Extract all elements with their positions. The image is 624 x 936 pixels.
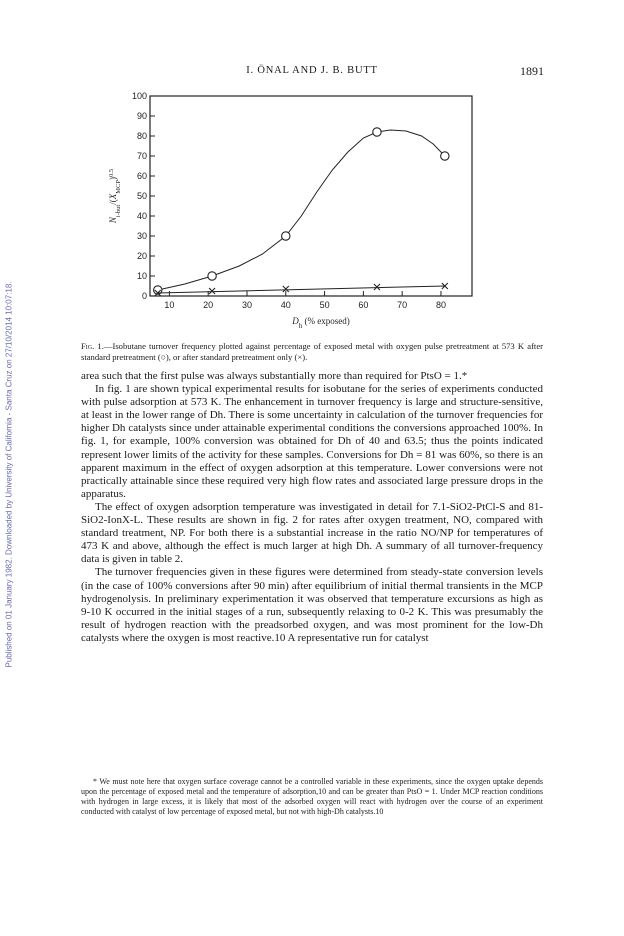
- paragraph-1: area such that the first pulse was always substantially more than required for PtsO = 1.*: [81, 370, 468, 382]
- y-tick-label: 30: [136, 231, 147, 241]
- y-tick-label: 0: [141, 291, 147, 301]
- figure-caption-label: Fig. 1.: [81, 341, 104, 351]
- footnote-text: * We must note here that oxygen surface coverage cannot be a controlled variable in these experiments, since the oxygen uptake depends upon the percentage of exposed metal and the temperature of adsorption,10 and can be greater than PtsO = 1. Under MCP reaction conditions with hydrogen in large excess, it is likely that most of the adsorbed oxygen will react with hydrogen over the course of an experiment conducted with catalyst of low percentage of exposed metal, but not with high-Dh catalysts.10: [81, 777, 543, 816]
- x-axis-title: $D_h$ (% exposed): [292, 316, 350, 330]
- x-tick-label: 80: [435, 300, 446, 310]
- y-tick-label: 90: [136, 111, 147, 121]
- footnote: [81, 777, 543, 817]
- y-tick-label: 40: [136, 211, 147, 221]
- download-watermark: Published on 01 January 1982. Downloaded by University of California - Santa Cruz on 27/10/2014 10:07:18.: [4, 281, 14, 668]
- running-head-authors: I. ÖNAL AND J. B. BUTT: [246, 65, 378, 76]
- y-tick-label: 10: [136, 271, 147, 281]
- body-text: [81, 370, 543, 645]
- data-point-circle: [208, 272, 216, 280]
- figure-1-chart: [100, 88, 500, 333]
- y-axis-title: $N_{i-but}/(X_{MCP})^{0.5}$: [107, 168, 122, 224]
- x-tick-label: 40: [280, 300, 291, 310]
- data-point-cross: [209, 288, 215, 294]
- running-head: [80, 65, 544, 79]
- x-tick-label: 10: [164, 300, 175, 310]
- x-tick-label: 60: [358, 300, 369, 310]
- x-tick-label: 20: [203, 300, 214, 310]
- paragraph-3: The effect of oxygen adsorption temperature was investigated in detail for 7.1-SiO2-PtCl-S and 81-SiO2-IonX-L. These results are shown in fig. 2 for rates after oxygen treatment, NO, compared with standard treatment, NP. For both there is a substantial increase in the ratio NO/NP for temperatures of 473 K and above, although the effect is much larger at high Dh. A summary of all turnover-frequency data is given in table 2.: [81, 500, 543, 566]
- data-point-circle: [373, 128, 381, 136]
- y-tick-label: 60: [136, 171, 147, 181]
- paragraph-4: The turnover frequencies given in these figures were determined from steady-state conversion levels (in the case of 100% conversions after 90 min) after equilibrium of initial thermal transients in the MCP hydrogenolysis. In preliminary experimentation it was observed that temperature excursions as high as 9-10 K occurred in the initial stages of a run, subsequently relaxing to 0-2 K. This was presumably the result of hydrogen reaction with the preadsorbed oxygen, and was most prominent for the low-Dh catalysts where the oxygen is most reactive.10 A representative run for catalyst: [81, 566, 543, 644]
- x-tick-label: 30: [241, 300, 252, 310]
- x-tick-label: 50: [319, 300, 330, 310]
- y-tick-label: 50: [136, 191, 147, 201]
- series-oxygen-pretreatment-curve: [158, 130, 445, 290]
- paragraph-2: In fig. 1 are shown typical experimental results for isobutane for the series of experiments conducted with pulse adsorption at 573 K. The enhancement in turnover frequency is large and structure-sensitive, at least in the lower range of Dh. There is some uncertainty in calculation of the turnover frequencies for higher Dh catalysts since under attainable experimental conditions the conversions approached 100%. In fig. 1, for example, 100% conversion was obtained for Dh of 40 and 63.5; thus the points indicated represent lower limits of the activity for these samples. Conversions for Dh = 81 was 60%, so there is an apparent maximum in the effect of oxygen adsorption at this temperature. Lower conversions were not practically attainable since these required very high flow rates and associated large pressure drops in the apparatus.: [81, 383, 543, 500]
- data-point-cross: [374, 284, 380, 290]
- y-tick-label: 100: [131, 91, 147, 101]
- plot-frame: [150, 96, 472, 296]
- data-point-circle: [441, 152, 449, 160]
- figure-caption: [81, 341, 543, 363]
- y-tick-label: 20: [136, 251, 147, 261]
- y-tick-label: 70: [136, 151, 147, 161]
- figure-caption-text: —Isobutane turnover frequency plotted against percentage of exposed metal with oxygen pulse pretreatment at 573 K after standard pretreatment (○), or after standard pretreatment only (×).: [81, 341, 543, 362]
- y-tick-label: 80: [136, 131, 147, 141]
- x-tick-label: 70: [397, 300, 408, 310]
- page-number: 1891: [520, 64, 544, 78]
- data-point-circle: [282, 232, 290, 240]
